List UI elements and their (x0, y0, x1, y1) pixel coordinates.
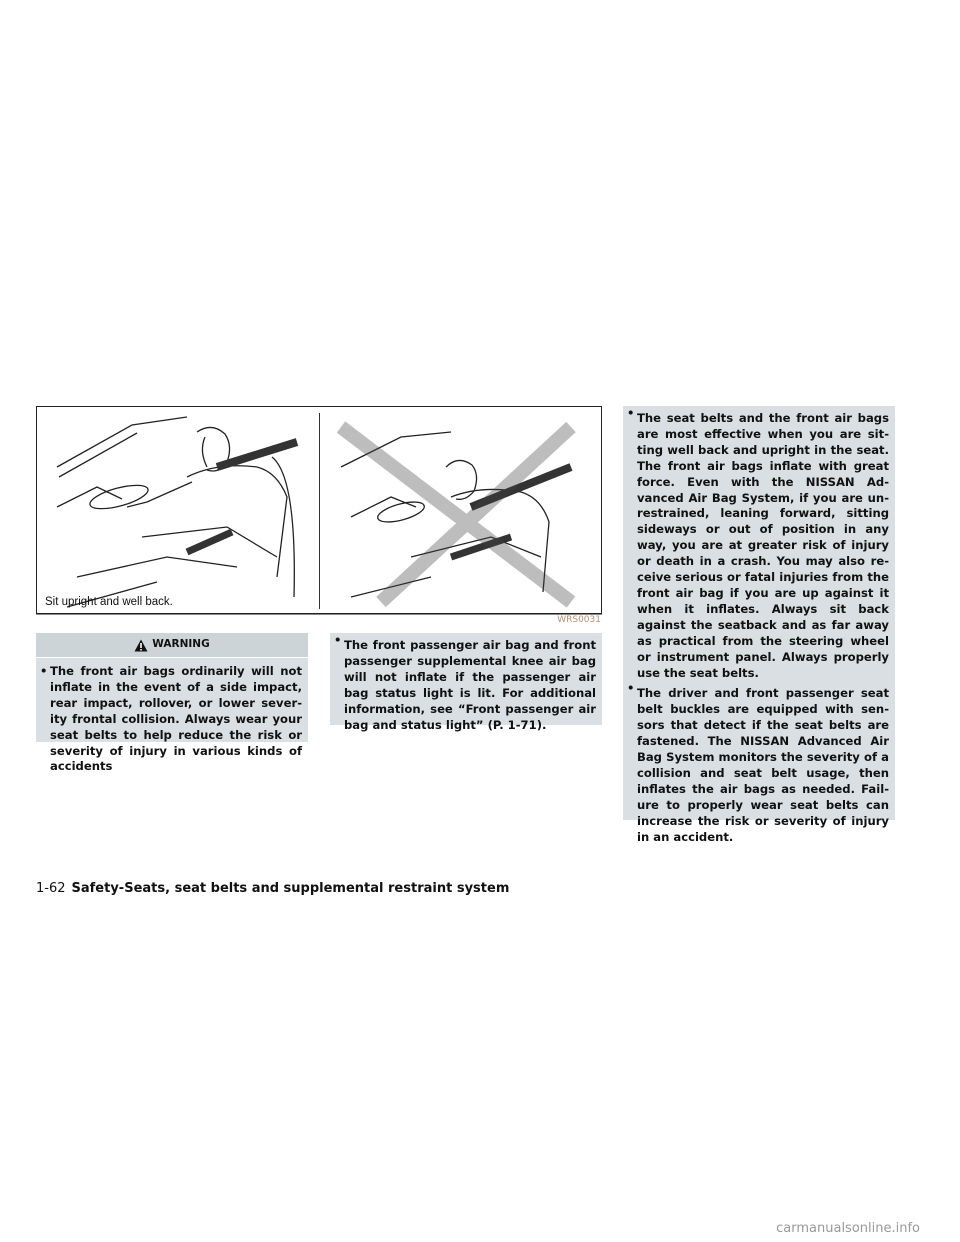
figure-code-bar (36, 614, 602, 626)
bullet-symbol: • (334, 633, 342, 647)
incorrect-seating-drawing (321, 407, 603, 613)
watermark-text: carmanualsonline.info (776, 1221, 920, 1236)
warning-panel-1 (36, 633, 308, 774)
bullet-symbol: • (627, 681, 635, 696)
warning-header (36, 633, 308, 658)
figure-code: WRS0031 (557, 615, 601, 625)
warning-panel-3 (623, 406, 895, 844)
illustration-seating-position (36, 406, 602, 614)
bullet-symbol: • (627, 406, 635, 420)
warning-bullet (623, 406, 895, 681)
correct-seating-drawing (37, 407, 319, 613)
section-title: Safety-Seats, seat belts and supplemental restraint system (71, 881, 510, 896)
warning-triangle-icon (134, 639, 148, 652)
figure-caption: Sit upright and well back. (45, 596, 173, 608)
warning-panel-2 (330, 633, 602, 732)
warning-bullet (623, 681, 895, 845)
bullet-text: The front air bags ordinarily will not inflate in the event of a side impact, rear impact, rollover, or lower severity frontal collision. Always wear your seat belts to help reduce the risk or severity of injury in various kinds of accidents (50, 664, 302, 774)
page-footer (36, 881, 509, 896)
figure-divider (319, 413, 320, 609)
warning-bullet (330, 633, 602, 733)
bullet-symbol: • (40, 664, 48, 678)
bullet-text: The driver and front passenger seat belt buckles are equipped with sensors that detect if the seat belts are fastened. The NISSAN Advanced Air Bag System monitors the severity of a collision and seat belt usage, then inflates the air bags as needed. Failure to properly wear seat belts can increase the risk or severity of injury in an accident. (637, 686, 889, 844)
page-number: 1-62 (36, 881, 66, 896)
cross-mark (341, 427, 571, 602)
bullet-text: The front passenger air bag and front passenger supplemental knee air bag will not inflate if the passenger air bag status light is lit. For additional information, see “Front passenger air bag and status light” (P. 1-71). (344, 638, 596, 732)
warning-label: WARNING (152, 638, 210, 651)
warning-bullet (36, 664, 308, 775)
bullet-text: The seat belts and the front air bags are most effective when you are sitting well back and upright in the seat. The front air bags inflate with great force. Even with the NISSAN Advanced Air Bag System, if you are unrestrained, leaning forward, sitting sideways or out of position in any way, you are at greater risk of injury or death in a crash. You may also receive serious or fatal injuries from the front air bag if you are up against it when it inflates. Always sit back against the seatback and as far away as practical from the steering wheel or instrument panel. Always properly use the seat belts. (637, 411, 889, 680)
